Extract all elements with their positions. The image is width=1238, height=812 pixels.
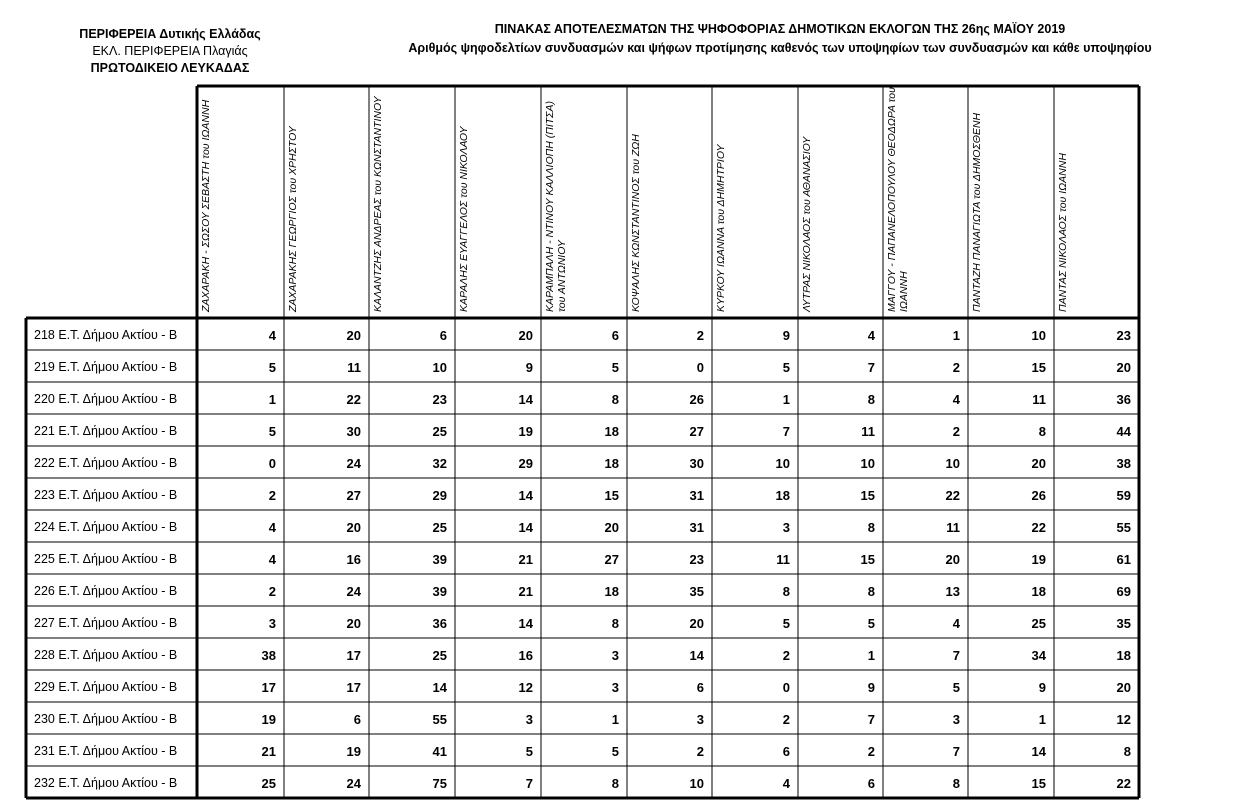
table-cell: 14 [1031, 744, 1046, 759]
table-cell: 24 [346, 584, 361, 599]
table-cell: 10 [775, 456, 790, 471]
table-cell: 27 [689, 424, 704, 439]
table-cell: 16 [346, 552, 361, 567]
column-header-label: ΚΑΛΑΝΤΖΗΣ ΑΝΔΡΕΑΣ του ΚΩΝΣΤΑΝΤΙΝΟΥ [372, 96, 384, 312]
table-cell: 31 [689, 488, 704, 503]
table-cell: 2 [952, 360, 960, 375]
table-cell: 6 [782, 744, 790, 759]
table-cell: 19 [261, 712, 276, 727]
table-cell: 6 [867, 776, 875, 791]
table-cell: 5 [782, 360, 790, 375]
table-cell: 5 [611, 360, 619, 375]
table-cell: 38 [1116, 456, 1131, 471]
table-cell: 14 [518, 616, 533, 631]
table-cell: 22 [1116, 776, 1131, 791]
table-cell: 20 [945, 552, 960, 567]
table-cell: 4 [952, 616, 960, 631]
table-cell: 10 [432, 360, 447, 375]
table-cell: 5 [268, 424, 276, 439]
table-cell: 20 [346, 616, 361, 631]
table-cell: 21 [518, 552, 533, 567]
table-cell: 34 [1031, 648, 1046, 663]
table-cell: 8 [611, 616, 619, 631]
table-cell: 38 [261, 648, 276, 663]
table-cell: 10 [945, 456, 960, 471]
table-cell: 11 [861, 424, 875, 439]
table-cell: 2 [696, 328, 704, 343]
table-cell: 8 [611, 776, 619, 791]
table-cell: 5 [611, 744, 619, 759]
table-cell: 11 [946, 520, 960, 535]
table-cell: 22 [346, 392, 361, 407]
table-cell: 6 [611, 328, 619, 343]
table-cell: 4 [952, 392, 960, 407]
row-label: 232 Ε.Τ. Δήμου Ακτίου - Β [34, 776, 178, 790]
table-cell: 25 [432, 648, 447, 663]
table-cell: 35 [1116, 616, 1131, 631]
table-cell: 15 [860, 488, 875, 503]
table-cell: 20 [689, 616, 704, 631]
table-cell: 9 [525, 360, 533, 375]
table-cell: 2 [782, 648, 790, 663]
table-cell: 15 [860, 552, 875, 567]
table-cell: 11 [1032, 392, 1046, 407]
column-header-label: ΠΑΝΤΑΣ ΝΙΚΟΛΑΟΣ του ΙΩΑΝΝΗ [1057, 153, 1069, 312]
table-cell: 5 [782, 616, 790, 631]
table-cell: 8 [952, 776, 960, 791]
table-cell: 11 [347, 360, 361, 375]
table-cell: 14 [689, 648, 704, 663]
table-cell: 0 [268, 456, 276, 471]
column-header-label: ΛΥΤΡΑΣ ΝΙΚΟΛΑΟΣ του ΑΘΑΝΑΣΙΟΥ [801, 136, 813, 312]
table-cell: 2 [952, 424, 960, 439]
region-name: ΠΕΡΙΦΕΡΕΙΑ Δυτικής Ελλάδας [79, 27, 261, 41]
table-cell: 75 [432, 776, 447, 791]
table-cell: 4 [268, 520, 276, 535]
table-cell: 22 [945, 488, 960, 503]
table-cell: 3 [611, 648, 619, 663]
table-cell: 26 [689, 392, 704, 407]
table-cell: 20 [346, 520, 361, 535]
table-cell: 22 [1031, 520, 1046, 535]
table-cell: 5 [525, 744, 533, 759]
row-label: 224 Ε.Τ. Δήμου Ακτίου - Β [34, 520, 178, 534]
table-cell: 23 [1116, 328, 1131, 343]
table-cell: 14 [518, 488, 533, 503]
table-cell: 17 [261, 680, 276, 695]
table-cell: 44 [1116, 424, 1131, 439]
table-cell: 61 [1116, 552, 1131, 567]
row-label: 219 Ε.Τ. Δήμου Ακτίου - Β [34, 360, 178, 374]
electoral-district: ΕΚΛ. ΠΕΡΙΦΕΡΕΙΑ Πλαγιάς [92, 44, 248, 58]
row-label: 229 Ε.Τ. Δήμου Ακτίου - Β [34, 680, 178, 694]
table-cell: 8 [1038, 424, 1046, 439]
table-cell: 3 [525, 712, 533, 727]
table-cell: 23 [432, 392, 447, 407]
table-cell: 18 [1031, 584, 1046, 599]
table-cell: 21 [261, 744, 276, 759]
table-cell: 7 [525, 776, 533, 791]
table-cell: 1 [1038, 712, 1046, 727]
table-cell: 3 [611, 680, 619, 695]
table-cell: 6 [696, 680, 704, 695]
table-cell: 7 [782, 424, 790, 439]
table-cell: 69 [1116, 584, 1131, 599]
table-cell: 2 [696, 744, 704, 759]
table-cell: 14 [518, 392, 533, 407]
table-cell: 19 [518, 424, 533, 439]
table-cell: 3 [782, 520, 790, 535]
table-cell: 19 [346, 744, 361, 759]
table-cell: 8 [1123, 744, 1131, 759]
table-cell: 0 [782, 680, 790, 695]
table-cell: 29 [518, 456, 533, 471]
table-cell: 8 [867, 520, 875, 535]
table-cell: 1 [611, 712, 619, 727]
table-cell: 1 [952, 328, 960, 343]
table-cell: 1 [782, 392, 790, 407]
table-cell: 15 [1031, 360, 1046, 375]
column-header-label: ΚΥΡΚΟΥ ΙΩΑΝΝΑ του ΔΗΜΗΤΡΙΟΥ [715, 144, 727, 312]
table-cell: 23 [689, 552, 704, 567]
table-cell: 25 [432, 424, 447, 439]
table-cell: 12 [518, 680, 533, 695]
table-cell: 1 [867, 648, 875, 663]
table-cell: 1 [268, 392, 276, 407]
table-cell: 20 [1031, 456, 1046, 471]
table-cell: 8 [867, 584, 875, 599]
table-cell: 2 [782, 712, 790, 727]
table-cell: 18 [1116, 648, 1131, 663]
table-cell: 7 [867, 360, 875, 375]
table-cell: 20 [1116, 360, 1131, 375]
table-cell: 55 [1116, 520, 1131, 535]
table-cell: 6 [353, 712, 361, 727]
table-cell: 16 [518, 648, 533, 663]
table-cell: 25 [261, 776, 276, 791]
table-cell: 29 [432, 488, 447, 503]
table-cell: 25 [432, 520, 447, 535]
table-cell: 26 [1031, 488, 1046, 503]
table-cell: 36 [1116, 392, 1131, 407]
table-cell: 8 [782, 584, 790, 599]
table-cell: 18 [775, 488, 790, 503]
table-cell: 31 [689, 520, 704, 535]
table-cell: 39 [432, 584, 447, 599]
row-label: 221 Ε.Τ. Δήμου Ακτίου - Β [34, 424, 178, 438]
table-cell: 2 [268, 584, 276, 599]
column-header-label: ΖΑΧΑΡΑΚΗ - ΣΩΣΟΥ ΣΕΒΑΣΤΗ του ΙΩΑΝΝΗ [200, 99, 212, 312]
table-cell: 6 [439, 328, 447, 343]
table-cell: 55 [432, 712, 447, 727]
row-label: 222 Ε.Τ. Δήμου Ακτίου - Β [34, 456, 178, 470]
table-cell: 17 [346, 648, 361, 663]
table-cell: 20 [604, 520, 619, 535]
table-cell: 7 [867, 712, 875, 727]
table-cell: 32 [432, 456, 447, 471]
table-cell: 9 [867, 680, 875, 695]
row-label: 226 Ε.Τ. Δήμου Ακτίου - Β [34, 584, 178, 598]
table-cell: 15 [1031, 776, 1046, 791]
table-cell: 20 [346, 328, 361, 343]
table-cell: 8 [611, 392, 619, 407]
row-label: 231 Ε.Τ. Δήμου Ακτίου - Β [34, 744, 178, 758]
table-cell: 17 [346, 680, 361, 695]
table-cell: 2 [867, 744, 875, 759]
table-cell: 20 [1116, 680, 1131, 695]
table-cell: 11 [776, 552, 790, 567]
table-cell: 18 [604, 424, 619, 439]
table-cell: 4 [867, 328, 875, 343]
table-cell: 13 [945, 584, 960, 599]
column-header-label: ΚΟΨΑΛΗΣ ΚΩΝΣΤΑΝΤΙΝΟΣ του ΖΩΗ [630, 134, 642, 312]
table-cell: 2 [268, 488, 276, 503]
row-label: 225 Ε.Τ. Δήμου Ακτίου - Β [34, 552, 178, 566]
table-cell: 10 [689, 776, 704, 791]
table-cell: 27 [604, 552, 619, 567]
table-cell: 27 [346, 488, 361, 503]
table-cell: 4 [268, 328, 276, 343]
row-label: 223 Ε.Τ. Δήμου Ακτίου - Β [34, 488, 178, 502]
table-cell: 18 [604, 456, 619, 471]
table-cell: 3 [952, 712, 960, 727]
column-header-label: ΜΑΓΓΟΥ - ΠΑΠΑΝΕΛΟΠΟΥΛΟΥ ΘΕΟΔΩΡΑ του ΙΩΑΝΝΗ [886, 87, 910, 312]
table-cell: 24 [346, 456, 361, 471]
column-header-label: ΖΑΧΑΡΑΚΗΣ ΓΕΩΡΓΙΟΣ του ΧΡΗΣΤΟΥ [287, 126, 299, 312]
table-cell: 39 [432, 552, 447, 567]
table-cell: 5 [952, 680, 960, 695]
table-cell: 18 [604, 584, 619, 599]
table-cell: 9 [782, 328, 790, 343]
court-name: ΠΡΩΤΟΔΙΚΕΙΟ ΛΕΥΚΑΔΑΣ [90, 61, 250, 75]
table-cell: 21 [518, 584, 533, 599]
table-cell: 4 [782, 776, 790, 791]
table-cell: 3 [268, 616, 276, 631]
table-cell: 0 [696, 360, 704, 375]
table-cell: 7 [952, 744, 960, 759]
table-cell: 9 [1038, 680, 1046, 695]
row-label: 228 Ε.Τ. Δήμου Ακτίου - Β [34, 648, 178, 662]
table-cell: 25 [1031, 616, 1046, 631]
row-label: 220 Ε.Τ. Δήμου Ακτίου - Β [34, 392, 178, 406]
title-line-1: ΠΙΝΑΚΑΣ ΑΠΟΤΕΛΕΣΜΑΤΩΝ ΤΗΣ ΨΗΦΟΦΟΡΙΑΣ ΔΗΜΟΤΙΚΩΝ ΕΚΛΟΓΩΝ ΤΗΣ 26ης ΜΑΪΟΥ 2019 [494, 22, 1066, 36]
table-cell: 20 [518, 328, 533, 343]
column-header-label: ΚΑΡΑΜΠΑΛΗ - ΝΤΙΝΟΥ ΚΑΛΛΙΟΠΗ (ΠΙΤΣΑ) του ΑΝΤΩΝΙΟΥ [544, 101, 568, 312]
column-header-label: ΠΑΝΤΑΖΗ ΠΑΝΑΓΙΩΤΑ του ΔΗΜΟΣΘΕΝΗ [971, 112, 983, 312]
table-cell: 15 [604, 488, 619, 503]
table-cell: 8 [867, 392, 875, 407]
row-label: 230 Ε.Τ. Δήμου Ακτίου - Β [34, 712, 178, 726]
table-cell: 14 [432, 680, 447, 695]
row-label: 227 Ε.Τ. Δήμου Ακτίου - Β [34, 616, 178, 630]
table-cell: 35 [689, 584, 704, 599]
table-cell: 14 [518, 520, 533, 535]
table-cell: 5 [268, 360, 276, 375]
table-cell: 5 [867, 616, 875, 631]
title-line-2: Αριθμός ψηφοδελτίων συνδυασμών και ψήφων προτίμησης καθενός των υποψηφίων των συνδυασμών και κάθε υποψηφίου [408, 41, 1152, 55]
table-cell: 3 [696, 712, 704, 727]
table-cell: 4 [268, 552, 276, 567]
table-cell: 30 [689, 456, 704, 471]
table-cell: 36 [432, 616, 447, 631]
table-cell: 30 [346, 424, 361, 439]
row-label: 218 Ε.Τ. Δήμου Ακτίου - Β [34, 328, 178, 342]
table-cell: 19 [1031, 552, 1046, 567]
table-cell: 24 [346, 776, 361, 791]
table-cell: 7 [952, 648, 960, 663]
table-cell: 10 [860, 456, 875, 471]
table-cell: 59 [1116, 488, 1131, 503]
table-cell: 41 [432, 744, 447, 759]
table-cell: 10 [1031, 328, 1046, 343]
column-header-label: ΚΑΡΑΛΗΣ ΕΥΑΓΓΕΛΟΣ του ΝΙΚΟΛΑΟΥ [458, 126, 470, 312]
table-cell: 12 [1116, 712, 1131, 727]
